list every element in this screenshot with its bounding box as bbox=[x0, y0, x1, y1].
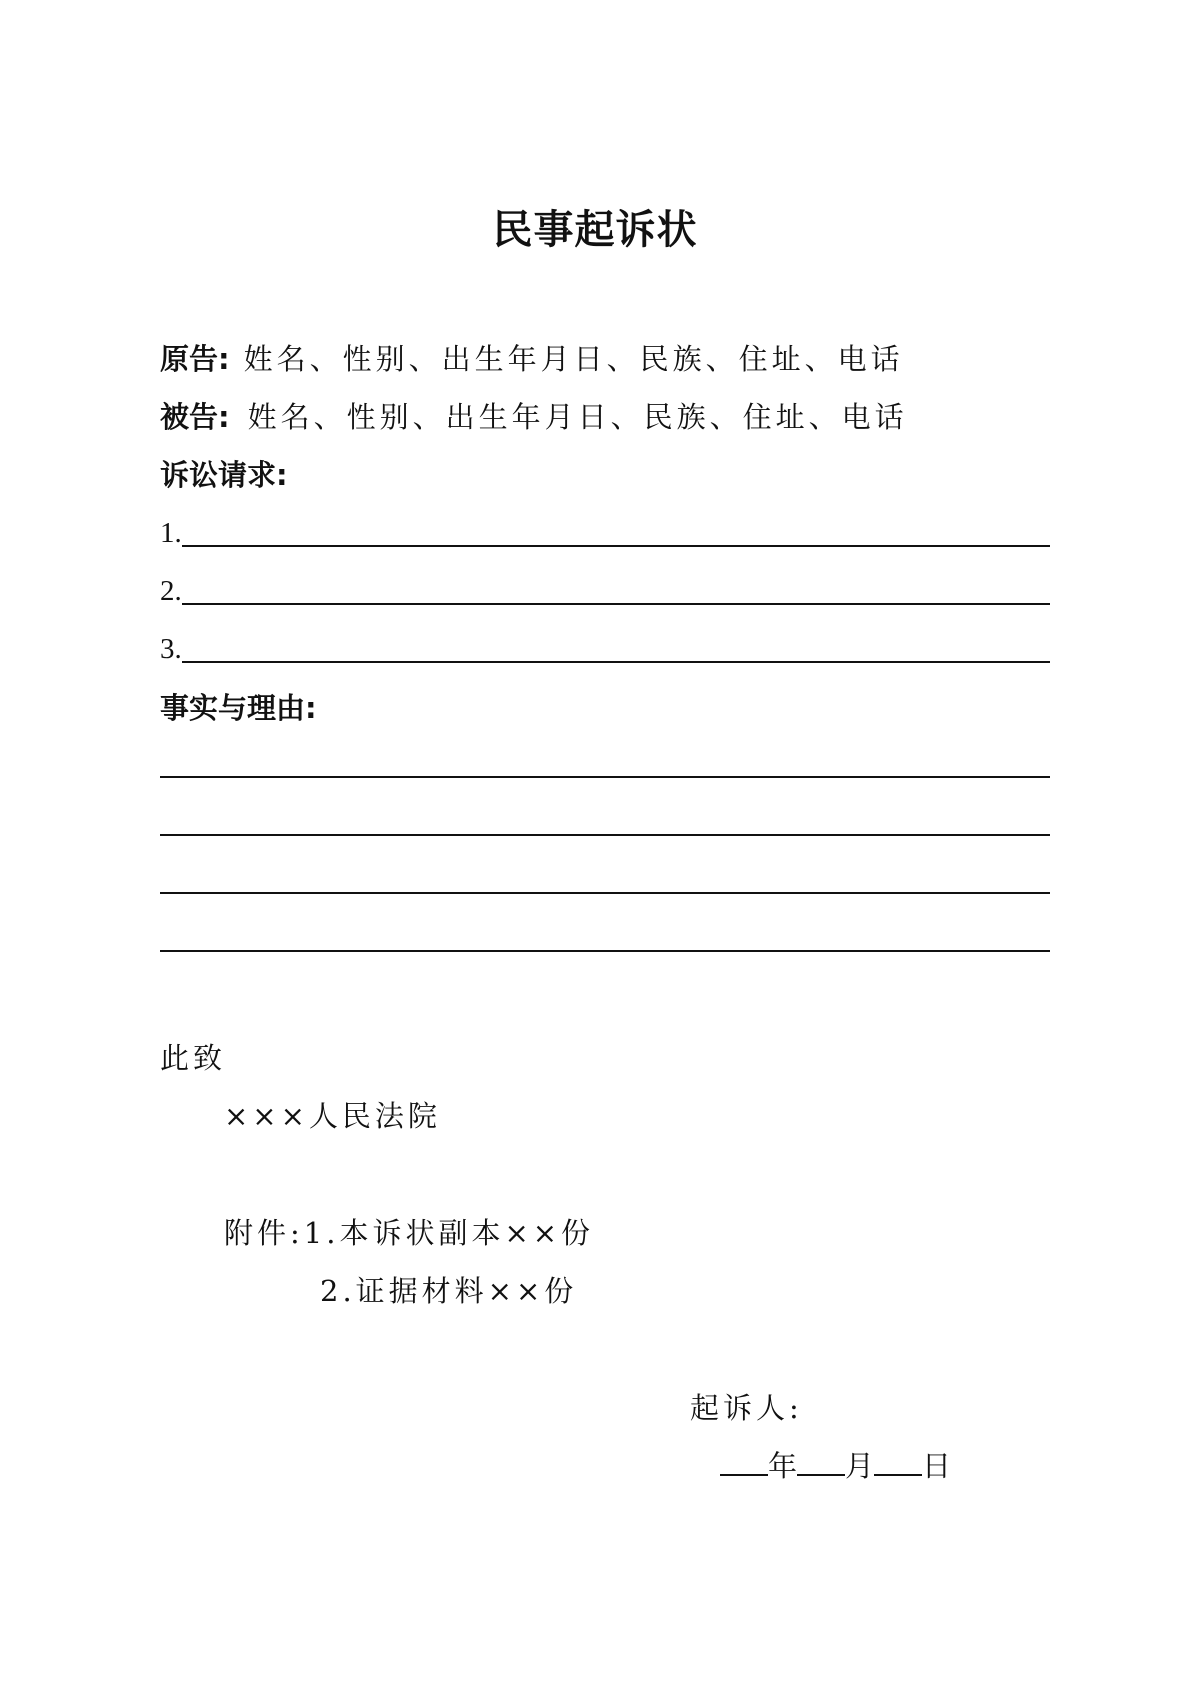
attachment-item: 1.本诉状副本××份 bbox=[303, 1216, 595, 1250]
claim-line-1 bbox=[160, 511, 1050, 551]
facts-blank-rule bbox=[160, 892, 1050, 894]
plaintiff-signature-label: 起诉人: bbox=[690, 1391, 803, 1425]
defendant-detail: 姓名、性别、出生年月日、民族、住址、电话 bbox=[247, 400, 908, 434]
claim-blank-rule bbox=[182, 599, 1050, 605]
attachment-item: 2.证据材料××份 bbox=[320, 1274, 578, 1308]
claim-blank-rule bbox=[182, 541, 1050, 547]
defendant-line bbox=[160, 398, 908, 436]
claim-number: 3. bbox=[160, 633, 182, 665]
plaintiff-label: 原告: bbox=[160, 342, 230, 376]
claim-line-2 bbox=[160, 569, 1050, 609]
signature-date bbox=[720, 1447, 951, 1485]
claim-blank-rule bbox=[182, 657, 1050, 663]
facts-blank-rule bbox=[160, 776, 1050, 778]
month-label: 月 bbox=[845, 1449, 875, 1483]
claims-label: 诉讼请求: bbox=[160, 458, 288, 492]
plaintiff-line bbox=[160, 340, 904, 378]
attachments-line-1 bbox=[224, 1214, 594, 1252]
claim-number: 2. bbox=[160, 575, 182, 607]
claim-number: 1. bbox=[160, 517, 182, 549]
court-name: ×××人民法院 bbox=[224, 1099, 441, 1133]
facts-blank-rule bbox=[160, 950, 1050, 952]
day-blank bbox=[874, 1452, 922, 1476]
year-blank bbox=[720, 1452, 768, 1476]
claim-line-3 bbox=[160, 627, 1050, 667]
plaintiff-detail: 姓名、性别、出生年月日、民族、住址、电话 bbox=[243, 342, 904, 376]
defendant-label: 被告: bbox=[160, 400, 230, 434]
facts-blank-rule bbox=[160, 834, 1050, 836]
document-title: 民事起诉状 bbox=[492, 207, 698, 253]
year-label: 年 bbox=[768, 1449, 798, 1483]
month-blank bbox=[797, 1452, 845, 1476]
facts-label: 事实与理由: bbox=[160, 691, 317, 725]
salutation: 此致 bbox=[160, 1041, 227, 1075]
day-label: 日 bbox=[922, 1449, 952, 1483]
attachments-label: 附件: bbox=[224, 1216, 304, 1250]
